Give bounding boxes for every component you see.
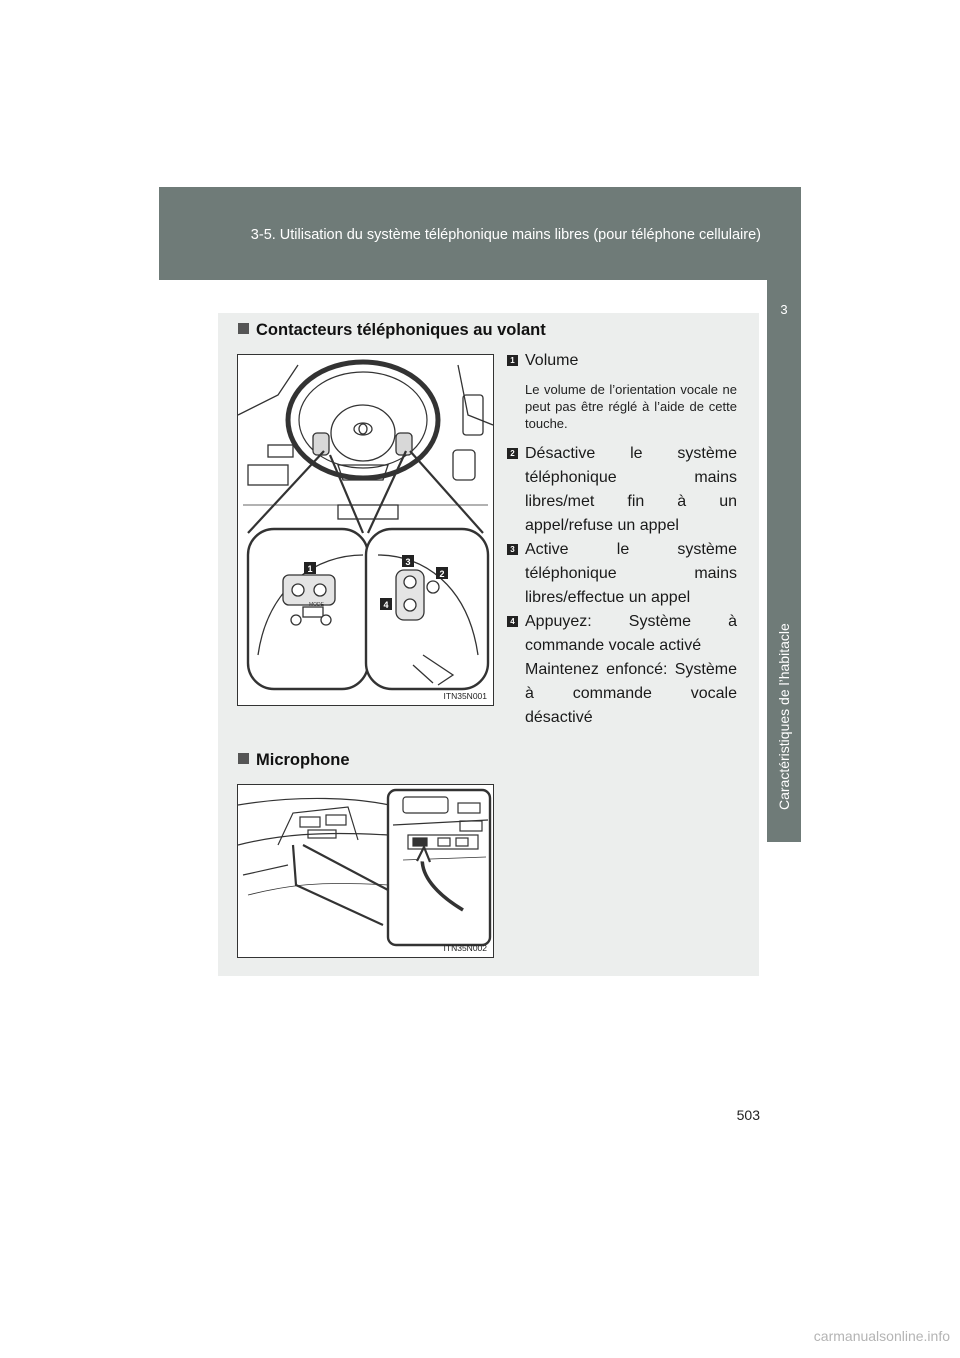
callout-label-1: 1 [307, 564, 313, 574]
item-number-badge: 2 [507, 448, 518, 459]
square-bullet-icon [238, 753, 249, 764]
section-header-band [159, 187, 801, 280]
list-item [507, 349, 737, 432]
chapter-number: 3 [780, 302, 788, 317]
steering-wheel-drawing [238, 355, 493, 705]
callout-label-3: 3 [405, 557, 411, 567]
chapter-label: Caractéristiques de l’habitacle [776, 623, 792, 810]
list-item [507, 442, 737, 538]
illustration-code: ITN35N002 [443, 943, 487, 953]
item-title: Appuyez: Système à commande vocale activé [525, 613, 737, 654]
section-title: 3-5. Utilisation du système téléphonique mains libres (pour téléphone cellulaire) [250, 227, 761, 243]
microphone-illustration [237, 784, 494, 958]
chapter-side-tab [767, 280, 801, 842]
microphone-drawing [238, 785, 493, 957]
microphone-heading: Microphone [238, 751, 350, 770]
callout-label-2: 2 [439, 569, 445, 579]
item-number-badge: 1 [507, 355, 518, 366]
footer-watermark[interactable]: carmanualsonline.info [813, 1328, 950, 1344]
square-bullet-icon [238, 323, 249, 334]
item-number-badge: 3 [507, 544, 518, 555]
list-item [507, 610, 737, 730]
list-item [507, 538, 737, 610]
item-title-secondary: Maintenez enfoncé: Système à commande vocale désactivé [525, 661, 737, 726]
item-title: Désactive le système téléphonique mains libres/met fin à un appel/refuse un appel [525, 445, 737, 534]
item-note: Le volume de l’orientation vocale ne peut pas être réglé à l’aide de cette touche. [525, 382, 737, 431]
item-title: Active le système téléphonique mains libres/effectue un appel [525, 541, 737, 606]
page-number: 503 [736, 1107, 760, 1123]
mode-button-label: MODE [309, 602, 324, 608]
callout-label-4: 4 [383, 600, 389, 610]
steering-wheel-illustration [237, 354, 494, 706]
item-number-badge: 4 [507, 616, 518, 627]
steering-switch-list [507, 349, 737, 730]
item-title: Volume [525, 352, 579, 369]
steering-switches-heading: Contacteurs téléphoniques au volant [238, 321, 546, 340]
illustration-code: ITN35N001 [443, 691, 487, 701]
